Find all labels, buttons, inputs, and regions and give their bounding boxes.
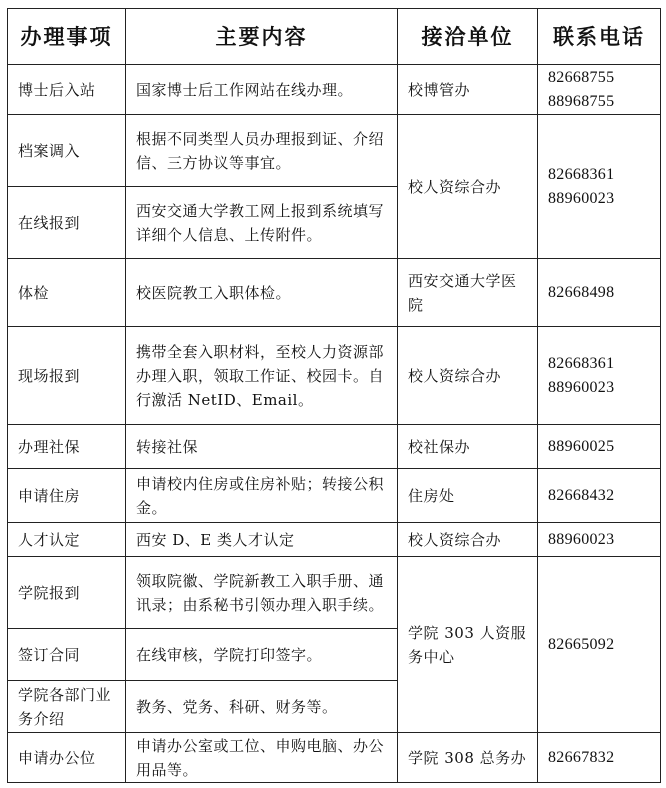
table-row xyxy=(8,327,661,425)
item-cell: 人才认定 xyxy=(8,523,126,557)
content-cell: 校医院教工入职体检。 xyxy=(126,259,398,327)
unit-cell: 校人资综合办 xyxy=(398,115,538,259)
phone-number: 88960023 xyxy=(548,378,615,396)
phone-cell: 88960023 xyxy=(538,523,661,557)
onboarding-table xyxy=(7,8,661,783)
phone-number: 88968755 xyxy=(548,92,615,110)
table-row xyxy=(8,733,661,783)
content-cell: 西安交通大学教工网上报到系统填写详细个人信息、上传附件。 xyxy=(126,187,398,259)
unit-cell: 校人资综合办 xyxy=(398,523,538,557)
content-cell: 在线审核，学院打印签字。 xyxy=(126,629,398,681)
table-row xyxy=(8,259,661,327)
table-row xyxy=(8,557,661,629)
phone-cell xyxy=(538,115,661,259)
table-row xyxy=(8,523,661,557)
content-cell: 申请办公室或工位、申购电脑、办公用品等。 xyxy=(126,733,398,783)
item-cell: 办理社保 xyxy=(8,425,126,469)
item-cell: 体检 xyxy=(8,259,126,327)
content-cell: 西安 D、E 类人才认定 xyxy=(126,523,398,557)
phone-cell: 82667832 xyxy=(538,733,661,783)
table-row xyxy=(8,469,661,523)
header-content: 主要内容 xyxy=(126,9,398,65)
item-cell: 申请住房 xyxy=(8,469,126,523)
item-cell: 现场报到 xyxy=(8,327,126,425)
phone-cell xyxy=(538,327,661,425)
header-unit: 接洽单位 xyxy=(398,9,538,65)
unit-cell: 学院 308 总务办 xyxy=(398,733,538,783)
unit-cell: 学院 303 人资服务中心 xyxy=(398,557,538,733)
phone-cell: 82668498 xyxy=(538,259,661,327)
table-row xyxy=(8,115,661,187)
phone-number: 82668361 xyxy=(548,354,615,372)
item-cell: 学院报到 xyxy=(8,557,126,629)
header-row xyxy=(8,9,661,65)
unit-cell: 校博管办 xyxy=(398,65,538,115)
content-cell: 领取院徽、学院新教工入职手册、通讯录；由系秘书引领办理入职手续。 xyxy=(126,557,398,629)
content-cell: 转接社保 xyxy=(126,425,398,469)
table-row xyxy=(8,425,661,469)
item-cell: 档案调入 xyxy=(8,115,126,187)
phone-number: 82668361 xyxy=(548,165,615,183)
content-cell: 携带全套入职材料，至校人力资源部办理入职，领取工作证、校园卡。自行激活 NetID、Email。 xyxy=(126,327,398,425)
phone-cell: 82665092 xyxy=(538,557,661,733)
phone-cell: 88960025 xyxy=(538,425,661,469)
unit-cell: 校社保办 xyxy=(398,425,538,469)
header-phone: 联系电话 xyxy=(538,9,661,65)
content-cell: 申请校内住房或住房补贴；转接公积金。 xyxy=(126,469,398,523)
phone-cell: 82668432 xyxy=(538,469,661,523)
content-cell: 教务、党务、科研、财务等。 xyxy=(126,681,398,733)
item-cell: 博士后入站 xyxy=(8,65,126,115)
phone-number: 82668755 xyxy=(548,68,615,86)
item-cell: 在线报到 xyxy=(8,187,126,259)
table-row xyxy=(8,65,661,115)
phone-cell xyxy=(538,65,661,115)
item-cell: 申请办公位 xyxy=(8,733,126,783)
phone-number: 88960023 xyxy=(548,189,615,207)
content-cell: 国家博士后工作网站在线办理。 xyxy=(126,65,398,115)
unit-cell: 校人资综合办 xyxy=(398,327,538,425)
item-cell: 学院各部门业务介绍 xyxy=(8,681,126,733)
content-cell: 根据不同类型人员办理报到证、介绍信、三方协议等事宜。 xyxy=(126,115,398,187)
item-cell: 签订合同 xyxy=(8,629,126,681)
header-item: 办理事项 xyxy=(8,9,126,65)
unit-cell: 住房处 xyxy=(398,469,538,523)
unit-cell: 西安交通大学医院 xyxy=(398,259,538,327)
